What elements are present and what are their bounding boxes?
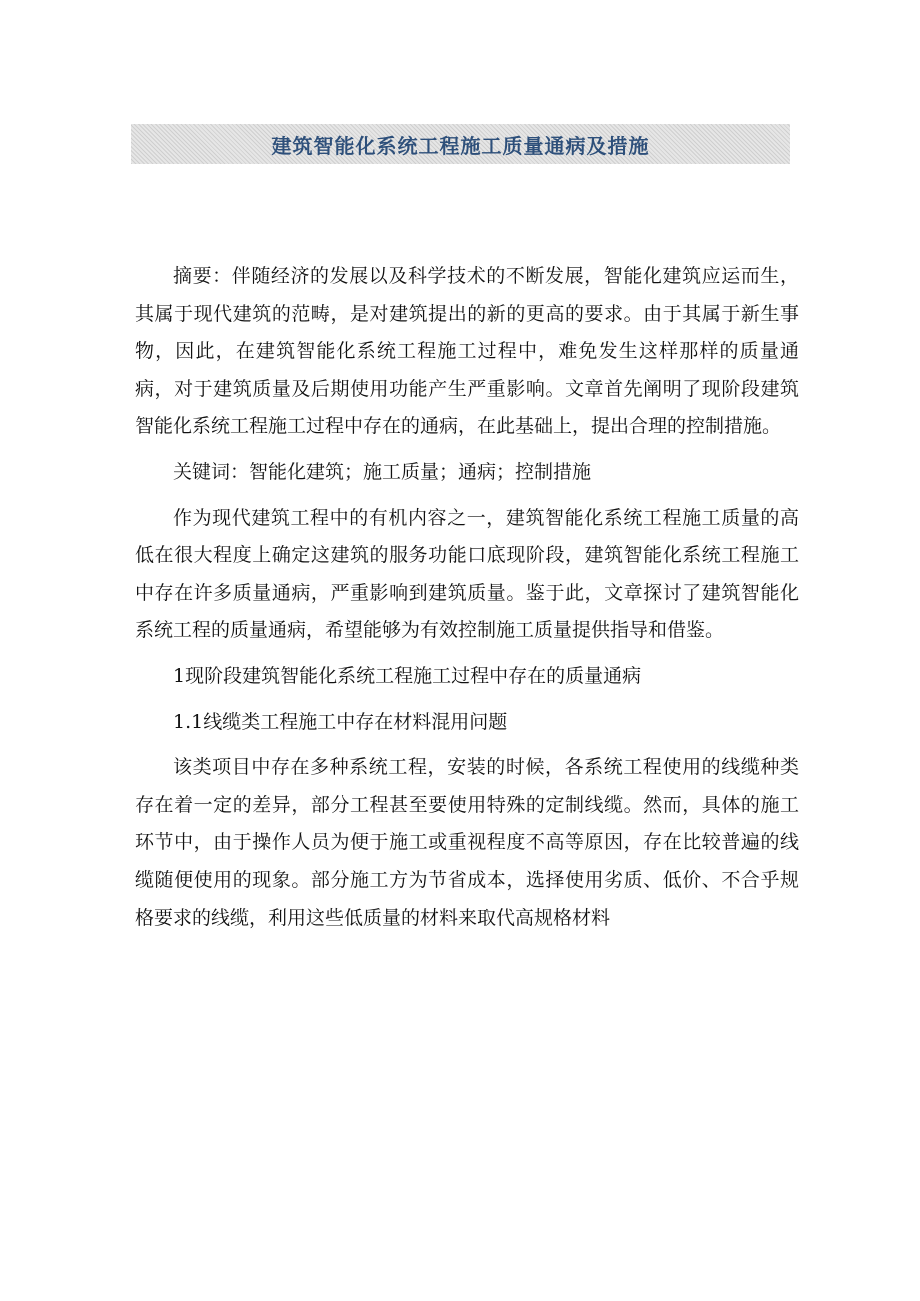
keywords-paragraph: 关键词：智能化建筑；施工质量；通病；控制措施 <box>173 460 592 483</box>
subsection-heading: 1.1线缆类工程施工中存在材料混用问题 <box>173 710 508 733</box>
body-paragraph: 该类项目中存在多种系统工程，安装的时候，各系统工程使用的线缆种类存在着一定的差异，部分工程甚至要使用特殊的定制线缆。然而，具体的施工环节中，由于操作人员为便于施工或重视程度不高等原因，存在比较普遍的线缆随便使用的现象。部分施工方为节省成本，选择使用劣质、低价、不合乎规格要求的线缆，利用这些低质量的材料来取代高规格材料 <box>135 756 799 929</box>
title-banner <box>131 124 790 164</box>
intro-paragraph: 作为现代建筑工程中的有机内容之一，建筑智能化系统工程施工质量的高低在很大程度上确定这建筑的服务功能口底现阶段，建筑智能化系统工程施工中存在许多质量通病，严重影响到建筑质量。鉴于此，文章探讨了建筑智能化系统工程的质量通病，希望能够为有效控制施工质量提供指导和借鉴。 <box>135 506 799 642</box>
document-title: 建筑智能化系统工程施工质量通病及措施 <box>271 133 650 158</box>
abstract-paragraph: 摘要：伴随经济的发展以及科学技术的不断发展，智能化建筑应运而生，其属于现代建筑的范畴，是对建筑提出的新的更高的要求。由于其属于新生事物，因此，在建筑智能化系统工程施工过程中，难免发生这样那样的质量通病，对于建筑质量及后期使用功能产生严重影响。文章首先阐明了现阶段建筑智能化系统工程施工过程中存在的通病，在此基础上，提出合理的控制措施。 <box>135 265 799 438</box>
document-body <box>135 258 799 937</box>
section-heading: 1现阶段建筑智能化系统工程施工过程中存在的质量通病 <box>173 664 642 687</box>
